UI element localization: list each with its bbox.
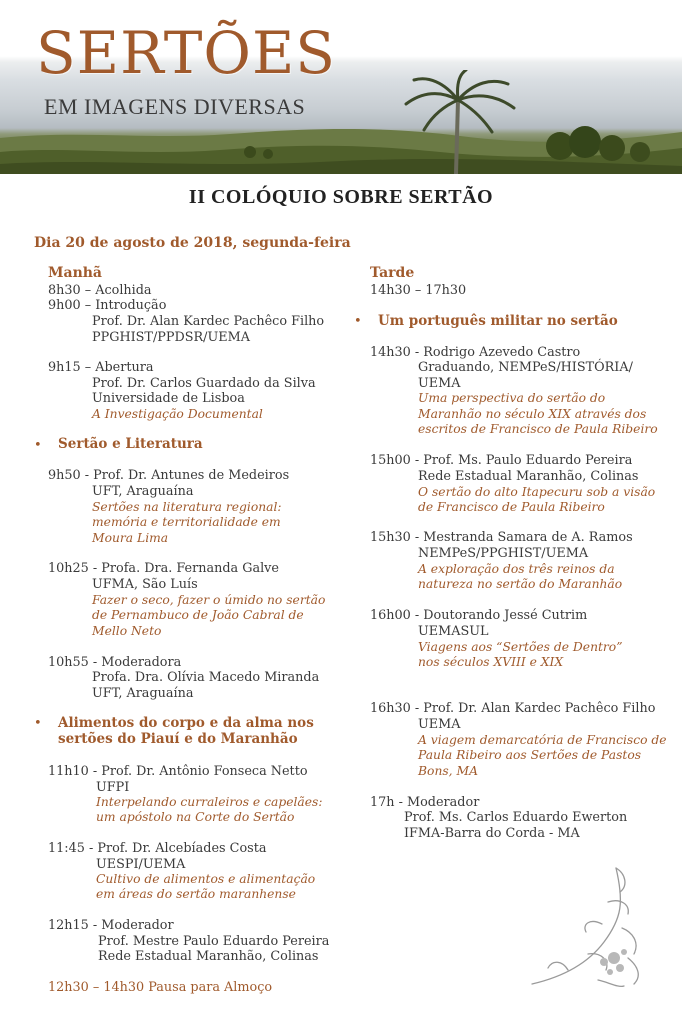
speaker-institution: IFMA-Barra do Corda - MA: [404, 826, 580, 841]
talk-title: A exploração dos três reinos da: [418, 562, 615, 576]
session-time: 11:45 - Prof. Dr. Alcebíades Costa: [48, 841, 267, 856]
session-time: 9h50 - Prof. Dr. Antunes de Medeiros: [48, 468, 290, 483]
talk-title: Uma perspectiva do sertão do: [418, 391, 606, 405]
speaker-institution: UEMA: [418, 717, 461, 732]
landscape-hills: [0, 122, 682, 174]
talk-title: Moura Lima: [92, 531, 169, 545]
palm-tree-icon: [400, 70, 520, 174]
floral-ornament-icon: [528, 862, 648, 992]
morning-label: Manhã: [48, 265, 102, 281]
bullet-icon: •: [34, 716, 42, 731]
bullet-icon: •: [34, 438, 42, 453]
session-time: 15h30 - Mestranda Samara de A. Ramos: [370, 530, 633, 545]
session-time: 16h30 - Prof. Dr. Alan Kardec Pachêco Filho: [370, 701, 656, 716]
afternoon-time: 14h30 – 17h30: [370, 283, 467, 298]
speaker-name: Prof. Dr. Carlos Guardado da Silva: [92, 376, 316, 391]
speaker-institution: Universidade de Lisboa: [92, 391, 245, 406]
brand-subtitle: EM IMAGENS DIVERSAS: [44, 94, 306, 119]
session-time: 10h55 - Moderadora: [48, 655, 182, 670]
talk-title: natureza no sertão do Maranhão: [418, 577, 623, 591]
session-time: 12h15 - Moderador: [48, 918, 174, 933]
session-time: 17h - Moderador: [370, 795, 480, 810]
speaker-institution: NEMPeS/PPGHIST/UEMA: [418, 546, 589, 561]
speaker-institution: UFMA, São Luís: [92, 577, 198, 592]
afternoon-label: Tarde: [370, 265, 415, 281]
talk-title: de Pernambuco de João Cabral de: [92, 608, 304, 622]
lunch-break: 12h30 – 14h30 Pausa para Almoço: [48, 980, 273, 995]
session-time: 15h00 - Prof. Ms. Paulo Eduardo Pereira: [370, 453, 633, 468]
talk-title: Viagens aos “Sertões de Dentro”: [418, 640, 623, 654]
talk-title: Sertões na literatura regional:: [92, 500, 282, 514]
session-time: 9h00 – Introdução: [48, 298, 167, 313]
session-time: 14h30 - Rodrigo Azevedo Castro: [370, 345, 581, 360]
header-banner: [0, 0, 682, 174]
speaker-name: Profa. Dra. Olívia Macedo Miranda: [92, 670, 320, 685]
talk-title: memória e territorialidade em: [92, 515, 281, 529]
talk-title: O sertão do alto Itapecuru sob a visão: [418, 485, 656, 499]
section-heading: sertões do Piauí e do Maranhão: [58, 731, 298, 747]
talk-title: Paula Ribeiro aos Sertões de Pastos: [418, 748, 642, 762]
speaker-institution: UEMASUL: [418, 624, 489, 639]
talk-title: escritos de Francisco de Paula Ribeiro: [418, 422, 658, 436]
talk-title: Interpelando curraleiros e capelães:: [96, 795, 323, 809]
talk-title: A viagem demarcatória de Francisco de: [418, 733, 667, 747]
section-heading: Sertão e Literatura: [58, 436, 203, 452]
session-time: 8h30 – Acolhida: [48, 283, 152, 298]
speaker-institution: UFT, Araguaína: [92, 686, 194, 701]
talk-title: Mello Neto: [92, 624, 162, 638]
session-time: 9h15 – Abertura: [48, 360, 154, 375]
speaker-name: Prof. Mestre Paulo Eduardo Pereira: [98, 934, 330, 949]
bullet-icon: •: [354, 314, 362, 329]
talk-title: Cultivo de alimentos e alimentação: [96, 872, 316, 886]
speaker-institution: UFT, Araguaína: [92, 484, 194, 499]
speaker-name: Prof. Ms. Carlos Eduardo Ewerton: [404, 810, 628, 825]
session-time: 10h25 - Profa. Dra. Fernanda Galve: [48, 561, 279, 576]
talk-title: em áreas do sertão maranhense: [96, 887, 296, 901]
talk-title: Fazer o seco, fazer o úmido no sertão: [92, 593, 326, 607]
session-time: 16h00 - Doutorando Jessé Cutrim: [370, 608, 588, 623]
event-title: II COLÓQUIO SOBRE SERTÃO: [188, 186, 494, 208]
talk-title: Maranhão no século XIX através dos: [418, 407, 647, 421]
speaker-institution: UFPI: [96, 780, 130, 795]
section-heading: Alimentos do corpo e da alma nos: [58, 715, 314, 731]
session-time: 11h10 - Prof. Dr. Antônio Fonseca Netto: [48, 764, 308, 779]
talk-title: Bons, MA: [418, 764, 478, 778]
speaker-institution: Rede Estadual Maranhão, Colinas: [98, 949, 319, 964]
day-heading: Dia 20 de agosto de 2018, segunda-feira: [34, 235, 351, 251]
talk-title: um apóstolo na Corte do Sertão: [96, 810, 295, 824]
speaker-name: Prof. Dr. Alan Kardec Pachêco Filho: [92, 314, 325, 329]
talk-title: nos séculos XVIII e XIX: [418, 655, 564, 669]
talk-title: A Investigação Documental: [92, 407, 263, 421]
section-heading: Um português militar no sertão: [378, 313, 618, 329]
speaker-institution: Rede Estadual Maranhão, Colinas: [418, 469, 639, 484]
brand-title: SERTÕES: [36, 19, 337, 87]
talk-title: de Francisco de Paula Ribeiro: [418, 500, 605, 514]
speaker-institution: UEMA: [418, 376, 461, 391]
speaker-institution: PPGHIST/PPDSR/UEMA: [92, 330, 250, 345]
speaker-institution: UESPI/UEMA: [96, 857, 186, 872]
speaker-institution: Graduando, NEMPeS/HISTÓRIA/: [418, 360, 633, 375]
